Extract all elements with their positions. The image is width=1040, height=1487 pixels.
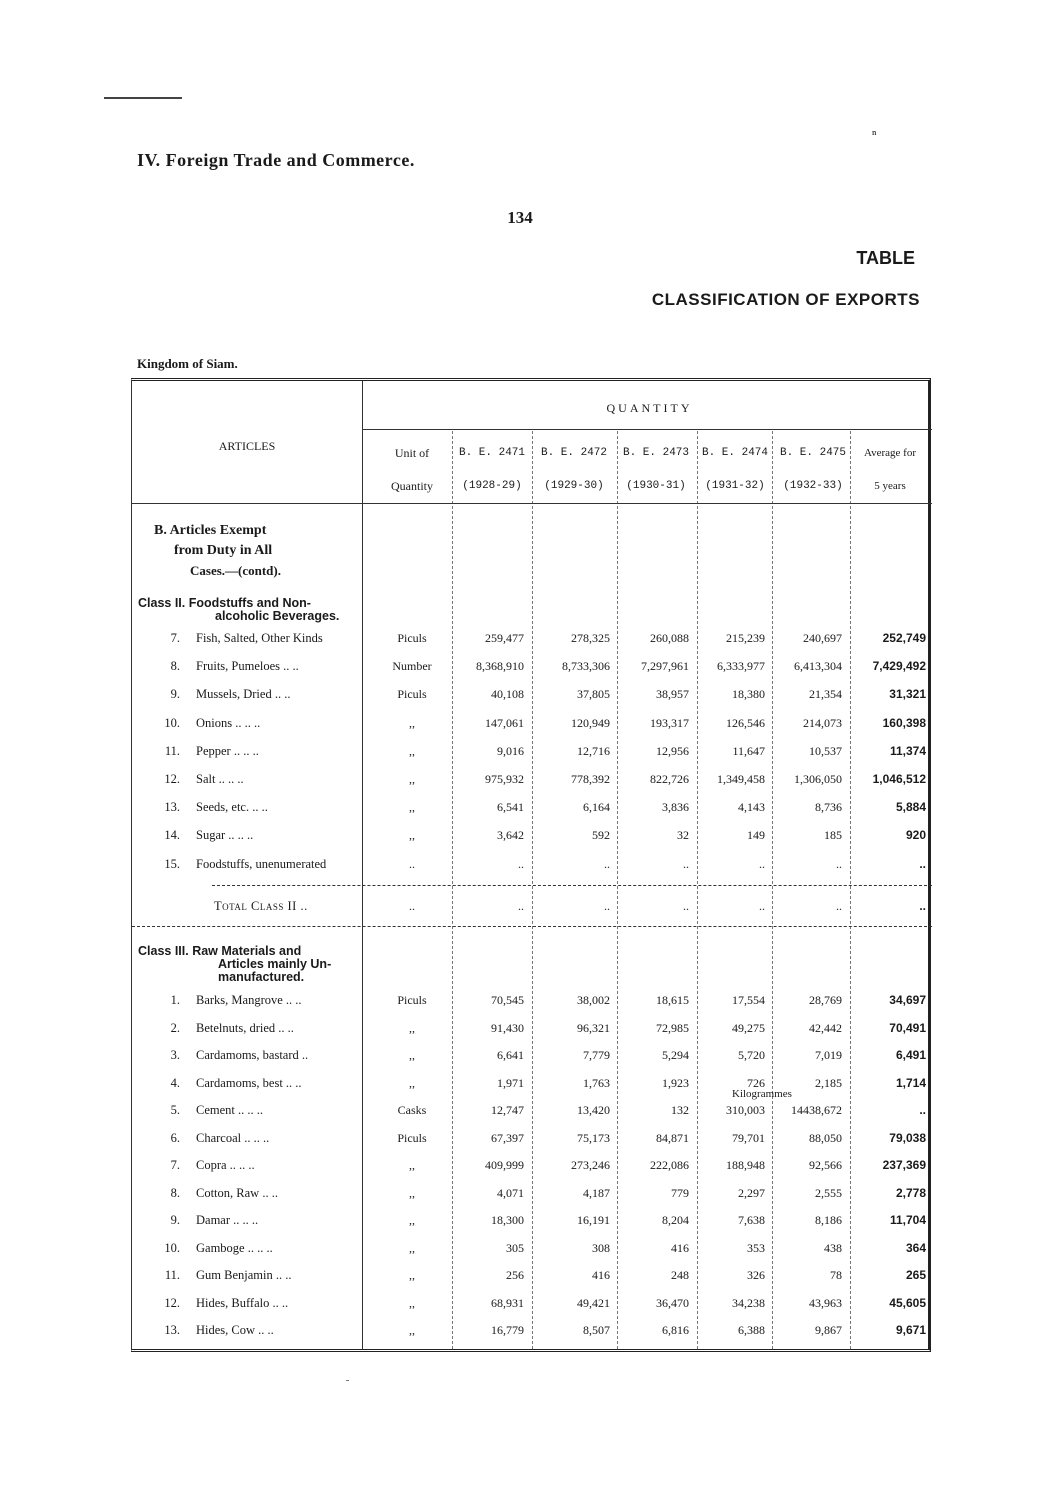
cell-unit: ,, <box>409 1240 415 1255</box>
cell-v5: 88,050 <box>809 1130 842 1145</box>
cell-v1: 91,430 <box>491 1020 524 1035</box>
cell-v2: 120,949 <box>571 715 610 730</box>
top-rule <box>104 97 182 99</box>
col-header-2472: B. E. 2472 (1929-30) <box>540 447 607 492</box>
cell-v2: 308 <box>592 1240 610 1255</box>
cell-unit: ,, <box>409 1295 415 1310</box>
column-divider <box>772 431 773 1349</box>
cell-v4: 149 <box>747 828 765 843</box>
cell-v4: 1,349,458 <box>717 772 765 786</box>
cell-avg: 252,749 <box>882 631 926 645</box>
cell-v1: 4,071 <box>497 1185 524 1200</box>
cell-v4: 18,380 <box>732 687 765 702</box>
cell-v1: 40,108 <box>491 687 524 702</box>
cell-v1: 68,931 <box>491 1295 524 1310</box>
table-label: TABLE <box>856 248 915 268</box>
cell-no: 6. <box>170 1130 180 1145</box>
page-mark: ⁿ <box>872 128 877 143</box>
cell-name: Cotton, Raw .. .. <box>196 1185 278 1200</box>
cell-avg: 9,671 <box>895 1323 926 1337</box>
cell-avg: .. <box>919 1103 926 1117</box>
cell-avg: 34,697 <box>889 993 926 1007</box>
cell-no: 13. <box>164 1323 180 1337</box>
cell-unit: ,, <box>409 715 415 730</box>
cell-v1: 70,545 <box>491 993 524 1007</box>
class3-heading-line3: manufactured. <box>218 970 305 984</box>
cell-unit: Piculs <box>397 993 427 1007</box>
cell-name: Onions .. .. .. <box>196 715 261 730</box>
cell-v5: 92,566 <box>809 1158 842 1172</box>
cell-name: Cardamoms, bastard .. <box>196 1048 309 1062</box>
cell-unit: ,, <box>409 1268 415 1282</box>
cell-unit: ,, <box>409 1158 415 1172</box>
col-header-2475: B. E. 2475 (1932-33) <box>779 447 846 492</box>
class2-heading-line1: Class II. Foodstuffs and Non- <box>138 596 311 610</box>
cell-v2: .. <box>604 856 610 871</box>
cell-v2: 778,392 <box>571 772 610 786</box>
cell-v5: 1,306,050 <box>794 772 842 786</box>
cell-v2: 8,733,306 <box>562 659 610 674</box>
kilogrammes-note: Kilogrammes <box>732 1088 792 1100</box>
cell-v3: 248 <box>671 1268 689 1282</box>
cell-v1: 3,642 <box>497 828 524 843</box>
cell-name: Hides, Buffalo .. .. <box>196 1295 289 1310</box>
cell-v1: .. <box>518 856 524 871</box>
cell-v5: 2,185 <box>815 1075 842 1090</box>
section-b-line2: from Duty in All <box>174 543 273 558</box>
exports-table <box>131 378 931 1352</box>
cell-v1: 975,932 <box>485 772 524 786</box>
cell-unit: ,, <box>409 800 415 815</box>
footer-dot <box>346 1380 349 1381</box>
cell-name: Betelnuts, dried .. .. <box>196 1020 294 1035</box>
cell-v2: 75,173 <box>577 1130 610 1145</box>
cell-v3: 36,470 <box>656 1295 689 1310</box>
cell-unit: ,, <box>409 772 415 786</box>
cell-v4: 126,546 <box>726 715 765 730</box>
cell-name: Hides, Cow .. .. <box>196 1323 274 1337</box>
total-class2-v3: .. <box>683 899 689 913</box>
cell-unit: Piculs <box>397 1130 427 1145</box>
cell-avg: 920 <box>905 828 926 843</box>
cell-no: 12. <box>164 1295 180 1310</box>
cell-v5: 14438,672 <box>791 1103 842 1117</box>
cell-v1: 1,971 <box>497 1075 524 1090</box>
cell-v2: 416 <box>592 1268 610 1282</box>
cell-v2: 1,763 <box>583 1075 610 1090</box>
cell-v1: 12,747 <box>491 1103 524 1117</box>
cell-unit: Piculs <box>397 631 427 645</box>
total-class2-v1: .. <box>518 899 524 913</box>
column-divider <box>452 431 453 1349</box>
cell-v2: 6,164 <box>583 800 610 815</box>
class3-heading-line1: Class III. Raw Materials and <box>138 944 302 958</box>
cell-v4: 353 <box>747 1240 765 1255</box>
cell-unit: ,, <box>409 1185 415 1200</box>
cell-no: 14. <box>164 828 180 843</box>
cell-no: 8. <box>170 1185 180 1200</box>
cell-unit: .. <box>409 856 415 871</box>
cell-no: 3. <box>170 1048 180 1062</box>
cell-v2: 592 <box>592 828 610 843</box>
column-divider <box>617 431 618 1349</box>
cell-avg: 31,321 <box>889 687 926 702</box>
cell-v5: 78 <box>830 1268 842 1282</box>
cell-v4: 215,239 <box>726 631 765 645</box>
cell-name: Mussels, Dried .. .. <box>196 687 291 702</box>
cell-name: Copra .. .. .. <box>196 1158 255 1172</box>
cell-no: 11. <box>164 743 180 758</box>
cell-v2: 49,421 <box>577 1295 610 1310</box>
total-bottom-rule <box>132 926 932 927</box>
cell-no: 10. <box>164 1240 180 1255</box>
cell-v5: 8,736 <box>815 800 842 815</box>
cell-no: 8. <box>170 659 180 674</box>
cell-v3: 38,957 <box>656 687 689 702</box>
cell-no: 10. <box>164 715 180 730</box>
cell-name: Fruits, Pumeloes .. .. <box>196 659 299 674</box>
cell-v2: 273,246 <box>571 1158 610 1172</box>
cell-v3: 32 <box>677 828 689 843</box>
cell-avg: 6,491 <box>895 1048 926 1062</box>
cell-avg: 70,491 <box>889 1020 926 1035</box>
cell-v1: 6,641 <box>497 1048 524 1062</box>
cell-unit: ,, <box>409 743 415 758</box>
header-bottom-rule <box>132 503 932 504</box>
cell-v5: 9,867 <box>815 1323 842 1337</box>
cell-v4: 79,701 <box>732 1130 765 1145</box>
cell-avg: 5,884 <box>895 800 926 815</box>
cell-v1: 409,999 <box>485 1158 524 1172</box>
quantity-rule <box>362 429 932 430</box>
cell-avg: .. <box>919 856 926 871</box>
total-class2-unit: .. <box>409 899 415 913</box>
cell-v4: 7,638 <box>738 1213 765 1227</box>
class3-heading-line2: Articles mainly Un- <box>218 957 332 971</box>
cell-v1: 259,477 <box>485 631 524 645</box>
cell-avg: 1,714 <box>895 1075 926 1090</box>
cell-v3: 222,086 <box>650 1158 689 1172</box>
cell-unit: ,, <box>409 1048 415 1062</box>
cell-v5: 185 <box>824 828 842 843</box>
cell-v3: 779 <box>671 1185 689 1200</box>
cell-v3: 822,726 <box>650 772 689 786</box>
section-title: IV. Foreign Trade and Commerce. <box>137 150 415 170</box>
cell-v5: 10,537 <box>809 743 842 758</box>
cell-v3: 84,871 <box>656 1130 689 1145</box>
cell-v3: 193,317 <box>650 715 689 730</box>
cell-avg: 2,778 <box>895 1185 926 1200</box>
cell-avg: 11,704 <box>889 1213 926 1227</box>
cell-v5: 240,697 <box>803 631 842 645</box>
cell-v1: 256 <box>506 1268 524 1282</box>
cell-v2: 38,002 <box>577 993 610 1007</box>
cell-v2: 13,420 <box>577 1103 610 1117</box>
cell-v1: 8,368,910 <box>476 659 524 674</box>
cell-v4: 6,333,977 <box>717 659 765 674</box>
class2-heading-line2: alcoholic Beverages. <box>215 609 340 623</box>
cell-v3: 1,923 <box>662 1075 689 1090</box>
cell-v5: 7,019 <box>815 1048 842 1062</box>
cell-unit: ,, <box>409 1020 415 1035</box>
section-b-line3: Cases.—(contd). <box>190 563 281 578</box>
cell-no: 15. <box>164 856 180 871</box>
cell-name: Cement .. .. .. <box>196 1103 264 1117</box>
articles-header: ARTICLES <box>218 439 276 453</box>
cell-no: 9. <box>170 1213 180 1227</box>
cell-v3: 72,985 <box>656 1020 689 1035</box>
cell-v5: 214,073 <box>803 715 842 730</box>
cell-unit: Number <box>392 659 432 674</box>
cell-v4: 6,388 <box>738 1323 765 1337</box>
cell-v1: 16,779 <box>491 1323 524 1337</box>
col-header-2474: B. E. 2474 (1931-32) <box>701 447 768 492</box>
cell-name: Fish, Salted, Other Kinds <box>196 631 323 645</box>
cell-avg: 265 <box>905 1268 926 1282</box>
cell-name: Seeds, etc. .. .. <box>196 800 268 815</box>
kingdom-label: Kingdom of Siam. <box>137 356 238 371</box>
col-header-2473: B. E. 2473 (1930-31) <box>622 447 689 492</box>
column-divider <box>697 431 698 1349</box>
table-subtitle: CLASSIFICATION OF EXPORTS <box>651 290 920 309</box>
cell-v4: 188,948 <box>726 1158 765 1172</box>
cell-v1: 67,397 <box>491 1130 524 1145</box>
cell-name: Charcoal .. .. .. <box>196 1130 270 1145</box>
cell-v4: .. <box>759 856 765 871</box>
column-divider <box>532 431 533 1349</box>
cell-v4: 326 <box>747 1268 765 1282</box>
cell-name: Foodstuffs, unenumerated <box>196 856 327 871</box>
cell-v4: 310,003 <box>726 1103 765 1117</box>
cell-v5: 8,186 <box>815 1213 842 1227</box>
cell-v3: 8,204 <box>662 1213 689 1227</box>
cell-unit: ,, <box>409 1323 415 1337</box>
cell-no: 13. <box>164 800 180 815</box>
cell-v5: .. <box>836 856 842 871</box>
cell-v5: 2,555 <box>815 1185 842 1200</box>
page-number: 134 <box>507 208 533 227</box>
cell-v4: 49,275 <box>732 1020 765 1035</box>
cell-avg: 45,605 <box>889 1295 926 1310</box>
cell-v5: 21,354 <box>809 687 842 702</box>
section-b-line1: B. Articles Exempt <box>154 523 267 538</box>
cell-name: Salt .. .. .. <box>196 772 244 786</box>
cell-v2: 7,779 <box>583 1048 610 1062</box>
cell-v3: 416 <box>671 1240 689 1255</box>
cell-v4: 5,720 <box>738 1048 765 1062</box>
cell-v2: 8,507 <box>583 1323 610 1337</box>
col-header-average: Average for 5 years <box>863 447 916 492</box>
cell-name: Gum Benjamin .. .. <box>196 1268 292 1282</box>
cell-no: 9. <box>170 687 180 702</box>
cell-v2: 278,325 <box>571 631 610 645</box>
col-header-unit: Unit of Quantity <box>391 446 433 493</box>
cell-name: Cardamoms, best .. .. <box>196 1075 302 1090</box>
cell-v2: 12,716 <box>577 743 610 758</box>
cell-v3: .. <box>683 856 689 871</box>
cell-v2: 4,187 <box>583 1185 610 1200</box>
quantity-header: QUANTITY <box>606 401 693 415</box>
cell-avg: 237,369 <box>882 1158 926 1172</box>
cell-v2: 37,805 <box>577 687 610 702</box>
column-divider <box>850 431 851 1349</box>
cell-v3: 260,088 <box>650 631 689 645</box>
cell-v4: 17,554 <box>732 993 765 1007</box>
cell-no: 4. <box>170 1075 180 1090</box>
cell-v2: 96,321 <box>577 1020 610 1035</box>
cell-name: Damar .. .. .. <box>196 1213 259 1227</box>
total-class2-avg: .. <box>919 899 926 913</box>
cell-name: Sugar .. .. .. <box>196 828 254 843</box>
total-class2-label: Total Class II .. <box>214 899 308 913</box>
total-class2-v5: .. <box>836 899 842 913</box>
cell-v1: 147,061 <box>485 715 524 730</box>
cell-avg: 160,398 <box>882 715 926 730</box>
cell-v3: 132 <box>671 1103 689 1117</box>
cell-no: 1. <box>170 993 180 1007</box>
cell-v3: 6,816 <box>662 1323 689 1337</box>
cell-v4: 4,143 <box>738 800 765 815</box>
cell-v3: 12,956 <box>656 743 689 758</box>
cell-avg: 364 <box>905 1240 926 1255</box>
cell-v1: 305 <box>506 1240 524 1255</box>
cell-unit: ,, <box>409 1075 415 1090</box>
cell-no: 7. <box>170 1158 180 1172</box>
cell-avg: 11,374 <box>889 743 926 758</box>
total-class2-v2: .. <box>604 899 610 913</box>
cell-avg: 1,046,512 <box>872 772 926 786</box>
cell-unit: ,, <box>409 1213 415 1227</box>
cell-v4: 34,238 <box>732 1295 765 1310</box>
cell-v3: 7,297,961 <box>641 659 689 674</box>
cell-v5: 42,442 <box>809 1020 842 1035</box>
total-rule <box>212 885 932 886</box>
cell-v4: 11,647 <box>732 743 765 758</box>
cell-name: Barks, Mangrove .. .. <box>196 993 302 1007</box>
cell-no: 5. <box>170 1103 180 1117</box>
cell-v2: 16,191 <box>577 1213 610 1227</box>
cell-v5: 28,769 <box>809 993 842 1007</box>
cell-no: 2. <box>170 1020 180 1035</box>
cell-v5: 6,413,304 <box>794 659 842 674</box>
cell-no: 11. <box>164 1268 180 1282</box>
cell-v3: 3,836 <box>662 800 689 815</box>
col-header-2471: B. E. 2471 (1928-29) <box>458 447 525 492</box>
cell-no: 12. <box>164 772 180 786</box>
cell-v1: 9,016 <box>497 743 524 758</box>
cell-v3: 18,615 <box>656 993 689 1007</box>
cell-no: 7. <box>170 631 180 645</box>
cell-v4: 2,297 <box>738 1185 765 1200</box>
cell-unit: Casks <box>397 1103 427 1117</box>
cell-unit: ,, <box>409 828 415 843</box>
cell-v1: 18,300 <box>491 1213 524 1227</box>
total-class2-v4: .. <box>759 899 765 913</box>
cell-v1: 6,541 <box>497 800 524 815</box>
cell-v4: 726 <box>747 1075 765 1090</box>
cell-name: Gamboge .. .. .. <box>196 1240 273 1255</box>
cell-v5: 438 <box>824 1240 842 1255</box>
cell-avg: 79,038 <box>889 1130 926 1145</box>
cell-avg: 7,429,492 <box>872 659 926 674</box>
cell-name: Pepper .. .. .. <box>196 743 259 758</box>
cell-v3: 5,294 <box>662 1048 689 1062</box>
cell-v5: 43,963 <box>809 1295 842 1310</box>
cell-unit: Piculs <box>397 687 427 702</box>
